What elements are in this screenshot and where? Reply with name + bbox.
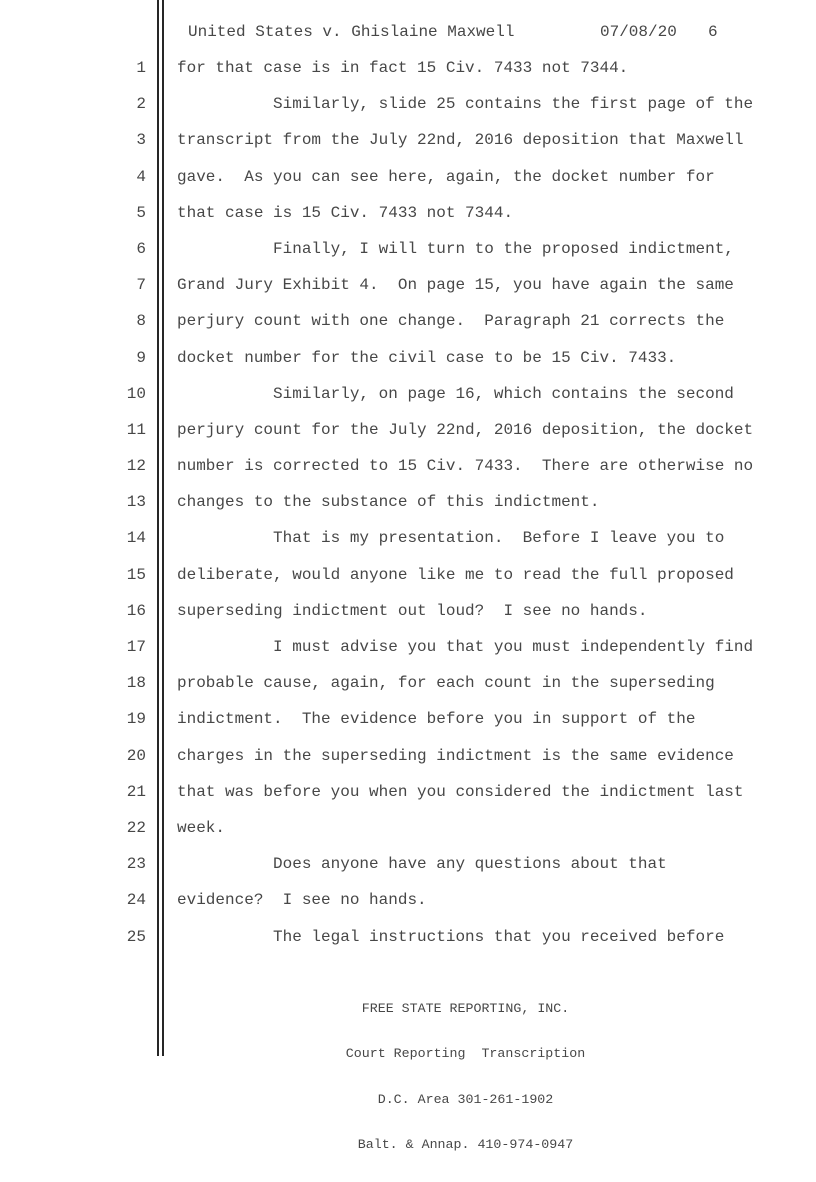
case-title: United States v. Ghislaine Maxwell bbox=[188, 23, 515, 41]
line-number: 18 bbox=[126, 674, 146, 693]
line-number: 22 bbox=[126, 818, 146, 837]
line-number: 4 bbox=[136, 167, 146, 186]
line-text: evidence? I see no hands. bbox=[177, 891, 427, 910]
line-number: 21 bbox=[126, 782, 146, 801]
transcript-line bbox=[0, 267, 816, 303]
line-text: The legal instructions that you received before bbox=[177, 927, 725, 946]
line-text: transcript from the July 22nd, 2016 deposition that Maxwell bbox=[177, 131, 744, 150]
transcript-line bbox=[0, 774, 816, 810]
line-text: Similarly, on page 16, which contains the second bbox=[177, 384, 734, 403]
transcript-line bbox=[0, 50, 816, 86]
transcript-line bbox=[0, 231, 816, 267]
line-text: Finally, I will turn to the proposed indictment, bbox=[177, 239, 734, 258]
reporter-footer bbox=[177, 971, 754, 1182]
line-text: number is corrected to 15 Civ. 7433. There are otherwise no bbox=[177, 457, 754, 476]
transcript-line bbox=[0, 846, 816, 882]
line-number: 8 bbox=[136, 312, 146, 331]
line-number: 15 bbox=[126, 565, 146, 584]
header-date: 07/08/20 bbox=[600, 23, 677, 41]
transcript-line bbox=[0, 701, 816, 737]
line-text: Similarly, slide 25 contains the first page of the bbox=[177, 95, 754, 114]
line-number: 17 bbox=[126, 638, 146, 656]
line-text: I must advise you that you must independently find bbox=[177, 638, 754, 656]
line-number: 16 bbox=[126, 601, 146, 620]
line-number: 23 bbox=[126, 855, 146, 874]
line-number: 13 bbox=[126, 493, 146, 512]
line-text: That is my presentation. Before I leave you to bbox=[177, 529, 725, 548]
transcript-line bbox=[0, 340, 816, 376]
line-text: week. bbox=[177, 818, 226, 837]
line-text: changes to the substance of this indictment. bbox=[177, 493, 600, 512]
transcript-line bbox=[0, 593, 816, 629]
line-text: probable cause, again, for each count in the superseding bbox=[177, 674, 715, 693]
footer-line-services: Court Reporting Transcription bbox=[345, 1046, 586, 1062]
transcript-line bbox=[0, 448, 816, 484]
transcript-line bbox=[0, 122, 816, 158]
transcript-line bbox=[0, 303, 816, 339]
line-number: 14 bbox=[126, 529, 146, 548]
transcript-line bbox=[0, 484, 816, 520]
transcript-line bbox=[0, 810, 816, 846]
line-text: docket number for the civil case to be 15 Civ. 7433. bbox=[177, 348, 677, 367]
page-header bbox=[0, 23, 816, 43]
line-text: that case is 15 Civ. 7433 not 7344. bbox=[177, 203, 514, 222]
transcript-line bbox=[0, 882, 816, 918]
page-number: 6 bbox=[708, 23, 718, 41]
line-text: perjury count for the July 22nd, 2016 deposition, the docket bbox=[177, 420, 754, 439]
line-text: Does anyone have any questions about that bbox=[177, 855, 667, 874]
footer-line-dc-phone: D.C. Area 301-261-1902 bbox=[377, 1091, 554, 1107]
line-text: for that case is in fact 15 Civ. 7433 not 7344. bbox=[177, 59, 629, 77]
transcript-line bbox=[0, 195, 816, 231]
transcript-line bbox=[0, 376, 816, 412]
transcript-line bbox=[0, 557, 816, 593]
line-number: 20 bbox=[126, 746, 146, 765]
line-text: perjury count with one change. Paragraph 21 corrects the bbox=[177, 312, 725, 331]
transcript-line bbox=[0, 738, 816, 774]
footer-line-company: FREE STATE REPORTING, INC. bbox=[361, 1001, 570, 1017]
line-number: 24 bbox=[126, 891, 146, 910]
transcript-line bbox=[0, 919, 816, 955]
line-number: 11 bbox=[126, 420, 146, 439]
line-number: 19 bbox=[126, 710, 146, 729]
line-number: 6 bbox=[136, 239, 146, 258]
line-number: 7 bbox=[136, 276, 146, 295]
line-number: 2 bbox=[136, 95, 146, 114]
line-number: 10 bbox=[126, 384, 146, 403]
line-text: gave. As you can see here, again, the docket number for bbox=[177, 167, 715, 186]
transcript-line bbox=[0, 520, 816, 556]
line-number: 9 bbox=[136, 348, 146, 367]
transcript-line bbox=[0, 86, 816, 122]
transcript-line bbox=[0, 665, 816, 701]
transcript-line bbox=[0, 629, 816, 665]
line-text: superseding indictment out loud? I see no hands. bbox=[177, 601, 648, 620]
line-text: that was before you when you considered the indictment last bbox=[177, 782, 744, 801]
line-number: 3 bbox=[136, 131, 146, 150]
footer-line-balt-phone: Balt. & Annap. 410-974-0947 bbox=[357, 1137, 574, 1153]
line-number: 25 bbox=[126, 927, 146, 946]
line-text: deliberate, would anyone like me to read the full proposed bbox=[177, 565, 734, 584]
line-text: indictment. The evidence before you in support of the bbox=[177, 710, 696, 729]
line-number: 5 bbox=[136, 203, 146, 222]
transcript-line bbox=[0, 412, 816, 448]
line-number: 1 bbox=[136, 59, 146, 77]
transcript-body bbox=[0, 50, 816, 955]
line-text: Grand Jury Exhibit 4. On page 15, you have again the same bbox=[177, 276, 734, 295]
transcript-line bbox=[0, 159, 816, 195]
line-text: charges in the superseding indictment is the same evidence bbox=[177, 746, 734, 765]
line-number: 12 bbox=[126, 457, 146, 476]
